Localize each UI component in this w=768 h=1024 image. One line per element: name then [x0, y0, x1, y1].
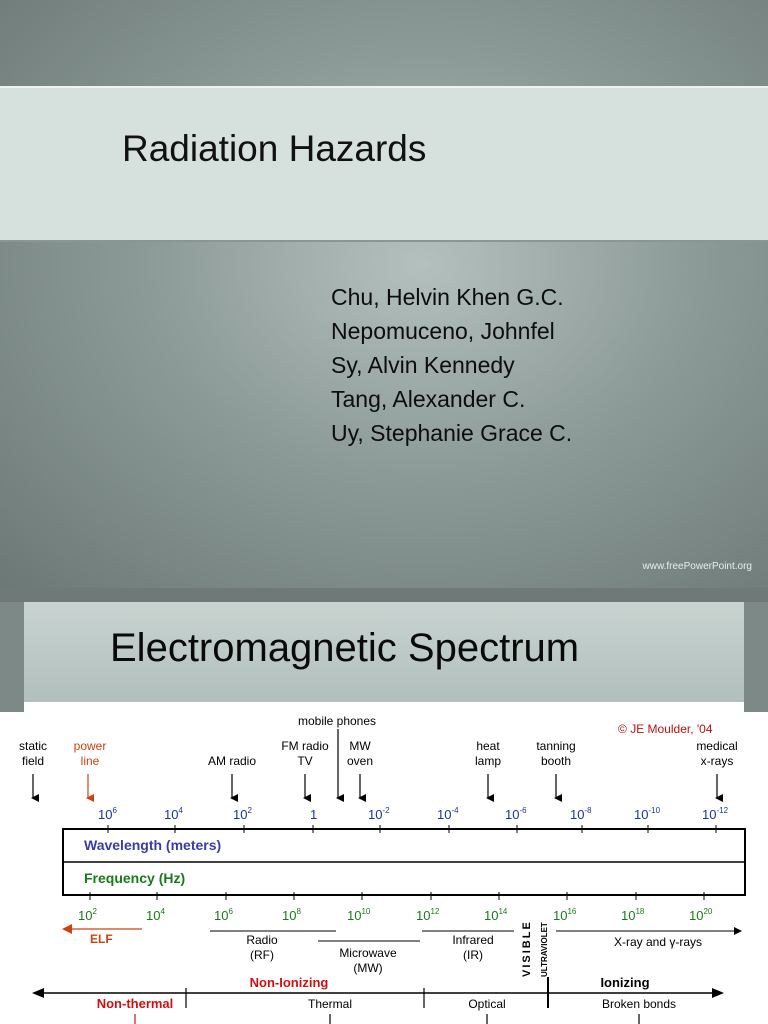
frequency-label: Frequency (Hz) — [84, 870, 186, 886]
label-tanning-booth: tanning — [536, 739, 576, 753]
band-infrared: (IR) — [463, 948, 483, 962]
frequency-scale — [78, 907, 713, 923]
band-microwave: Microwave — [339, 946, 397, 960]
wavelength-tick: $10^2$ — [233, 806, 252, 822]
label-heat-lamp: lamp — [474, 754, 502, 768]
wavelength-tick: $10^6$ — [98, 806, 117, 822]
label-medical-xrays: x-rays — [700, 754, 734, 768]
label-power-line: line — [80, 754, 100, 768]
band-visible: VISIBLE — [521, 920, 533, 977]
band-infrared: Infrared — [452, 933, 494, 947]
arrow-left-icon — [32, 988, 44, 998]
band-elf: ELF — [90, 932, 113, 946]
frequency-tick: $10^{10}$ — [347, 907, 371, 923]
band-ranges — [62, 920, 742, 977]
effect-broken-bonds: Broken bonds — [601, 997, 677, 1011]
label-heat-lamp: heat — [476, 739, 500, 753]
band-radio: (RF) — [250, 948, 274, 962]
slide-separator — [0, 588, 768, 602]
effect-thermal: Thermal — [307, 997, 353, 1011]
arrow-right-icon — [712, 988, 724, 998]
label-tanning-booth: booth — [540, 754, 572, 768]
ionizing-label: Ionizing — [600, 975, 650, 990]
effect-non-thermal: Non-thermal — [96, 996, 174, 1011]
label-fm-radio: FM radio — [281, 739, 329, 753]
watermark: www.freePowerPoint.org — [642, 561, 752, 572]
frequency-tick: $10^6$ — [214, 907, 233, 923]
label-mobile-phones: mobile phones — [297, 714, 377, 728]
band-ultraviolet: ULTRAVIOLET — [540, 922, 549, 977]
label-static-field: static — [18, 739, 48, 753]
spectrum-diagram — [0, 712, 768, 1024]
slide-margin — [0, 602, 24, 712]
band-radio: Radio — [246, 933, 278, 947]
wavelength-tick: $10^{-8}$ — [570, 806, 592, 822]
frequency-tick: $10^{14}$ — [484, 907, 508, 923]
band-microwave: (MW) — [353, 961, 383, 975]
wavelength-tick: $10^{-12}$ — [702, 806, 729, 822]
author-name: Chu, Helvin Khen G.C. — [331, 284, 564, 310]
author-list — [331, 280, 572, 450]
label-tv: TV — [297, 754, 313, 768]
label-power-line: power — [73, 739, 107, 753]
arrow-right-icon — [734, 927, 742, 935]
frequency-tick: $10^4$ — [146, 907, 165, 923]
wavelength-tick: $10^{-6}$ — [505, 806, 527, 822]
label-static-field: field — [21, 754, 45, 768]
author-name: Uy, Stephanie Grace C. — [331, 420, 573, 446]
frequency-tick: $10^2$ — [78, 907, 97, 923]
label-am-radio: AM radio — [207, 754, 257, 768]
band-xray: X-ray and γ-rays — [613, 935, 703, 949]
wavelength-scale — [98, 806, 729, 822]
label-medical-xrays: medical — [696, 739, 738, 753]
frequency-tick: $10^{12}$ — [416, 907, 440, 923]
effect-optical: Optical — [468, 997, 506, 1011]
non-ionizing-label: Non-Ionizing — [249, 975, 329, 990]
frequency-tick: $10^{16}$ — [553, 907, 577, 923]
wavelength-tick: $10^{-4}$ — [437, 806, 459, 822]
spectrum-svg — [0, 712, 768, 1024]
arrow-left-icon — [62, 924, 72, 934]
slide-margin — [744, 602, 768, 712]
wavelength-tick: 1 — [310, 807, 318, 822]
credit-text: © JE Moulder, '04 — [618, 722, 713, 736]
wavelength-tick: $10^{-10}$ — [634, 806, 661, 822]
slide-title: Radiation Hazards — [122, 128, 427, 169]
frequency-tick: $10^{18}$ — [621, 907, 645, 923]
wavelength-tick: $10^{-2}$ — [368, 806, 390, 822]
label-mw-oven: MW — [349, 739, 371, 753]
author-name: Nepomuceno, Johnfel — [331, 318, 555, 344]
label-mw-oven: oven — [346, 754, 374, 768]
author-name: Sy, Alvin Kennedy — [331, 352, 515, 378]
spectrum-slide-title: Electromagnetic Spectrum — [110, 626, 580, 670]
wavelength-label: Wavelength (meters) — [84, 837, 222, 853]
frequency-tick: $10^{20}$ — [689, 907, 713, 923]
frequency-tick: $10^8$ — [282, 907, 301, 923]
author-name: Tang, Alexander C. — [331, 386, 526, 412]
wavelength-tick: $10^4$ — [164, 806, 183, 822]
